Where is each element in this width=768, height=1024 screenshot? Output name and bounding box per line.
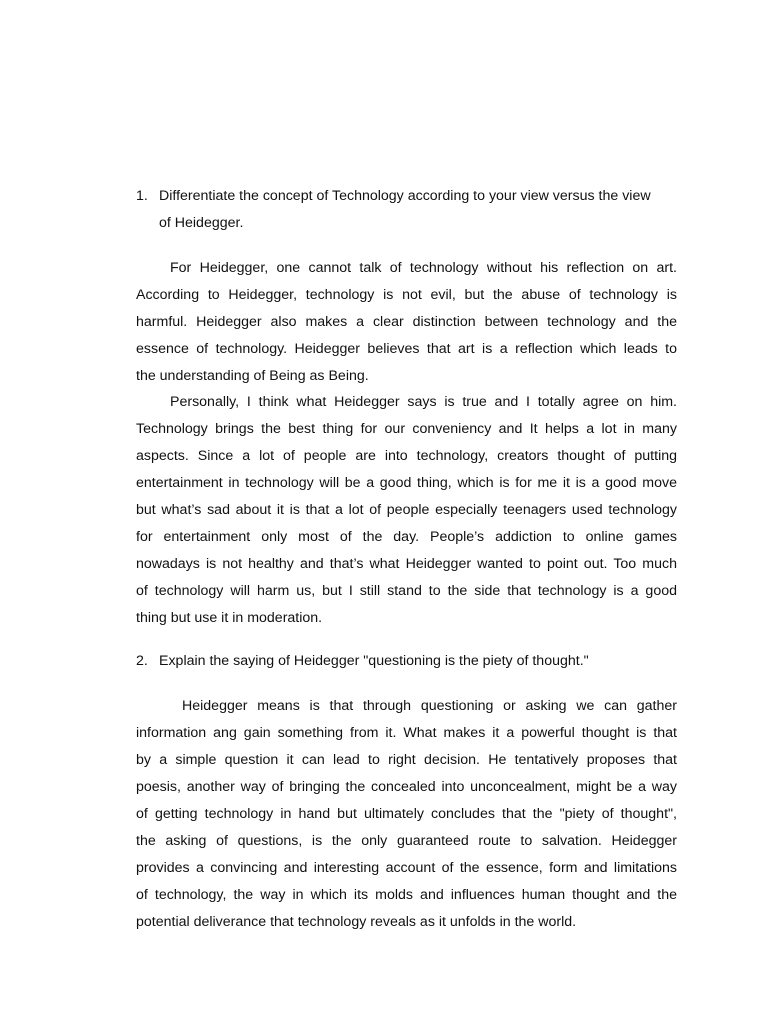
- paragraph-line: poesis, another way of bringing the concealed into unconcealment, might be a way: [136, 779, 677, 795]
- paragraph-line: Personally, I think what Heidegger says is true and I totally agree on him.: [170, 394, 677, 410]
- answer-1-paragraph-2: [136, 389, 677, 632]
- question-number: 1.: [136, 188, 148, 204]
- question-text: Explain the saying of Heidegger "questioning is the piety of thought.": [159, 653, 589, 669]
- paragraph-line: by a simple question it can lead to right decision. He tentatively proposes that: [136, 752, 677, 768]
- paragraph-line: entertainment in technology will be a good thing, which is for me it is a good move: [136, 475, 677, 491]
- paragraph-line: of technology, the way in which its molds and influences human thought and the: [136, 887, 677, 903]
- paragraph-line: Technology brings the best thing for our conveniency and It helps a lot in many: [136, 421, 677, 437]
- paragraph-line: essence of technology. Heidegger believes that art is a reflection which leads to: [136, 341, 677, 357]
- paragraph-line: potential deliverance that technology reveals as it unfolds in the world.: [136, 914, 577, 930]
- paragraph-line: of technology will harm us, but I still stand to the side that technology is a good: [136, 583, 677, 599]
- paragraph-line: thing but use it in moderation.: [136, 610, 323, 626]
- paragraph-line: of getting technology in hand but ultimately concludes that the "piety of thought",: [136, 806, 677, 822]
- answer-1-paragraph-1: [136, 255, 677, 390]
- question-number: 2.: [136, 653, 148, 669]
- answer-2-paragraph: [136, 693, 677, 936]
- question-text: Differentiate the concept of Technology according to your view versus the view of Heidegger.: [159, 188, 651, 231]
- paragraph-line: provides a convincing and interesting account of the essence, form and limitations: [136, 860, 677, 876]
- paragraph-line: harmful. Heidegger also makes a clear distinction between technology and the: [136, 314, 677, 330]
- paragraph-line: the understanding of Being as Being.: [136, 368, 369, 384]
- paragraph-line: but what’s sad about it is that a lot of people especially teenagers used technology: [136, 502, 677, 518]
- question-1: [136, 183, 656, 237]
- paragraph-line: nowadays is not healthy and that’s what Heidegger wanted to point out. Too much: [136, 556, 677, 572]
- paragraph-line: for entertainment only most of the day. People’s addiction to online games: [136, 529, 677, 545]
- paragraph-line: aspects. Since a lot of people are into technology, creators thought of putting: [136, 448, 677, 464]
- question-2: [136, 648, 656, 675]
- paragraph-line: According to Heidegger, technology is not evil, but the abuse of technology is: [136, 287, 677, 303]
- paragraph-line: For Heidegger, one cannot talk of technology without his reflection on art.: [170, 260, 677, 276]
- paragraph-line: information ang gain something from it. What makes it a powerful thought is that: [136, 725, 677, 741]
- paragraph-line: Heidegger means is that through questioning or asking we can gather: [182, 698, 677, 714]
- paragraph-line: the asking of questions, is the only guaranteed route to salvation. Heidegger: [136, 833, 677, 849]
